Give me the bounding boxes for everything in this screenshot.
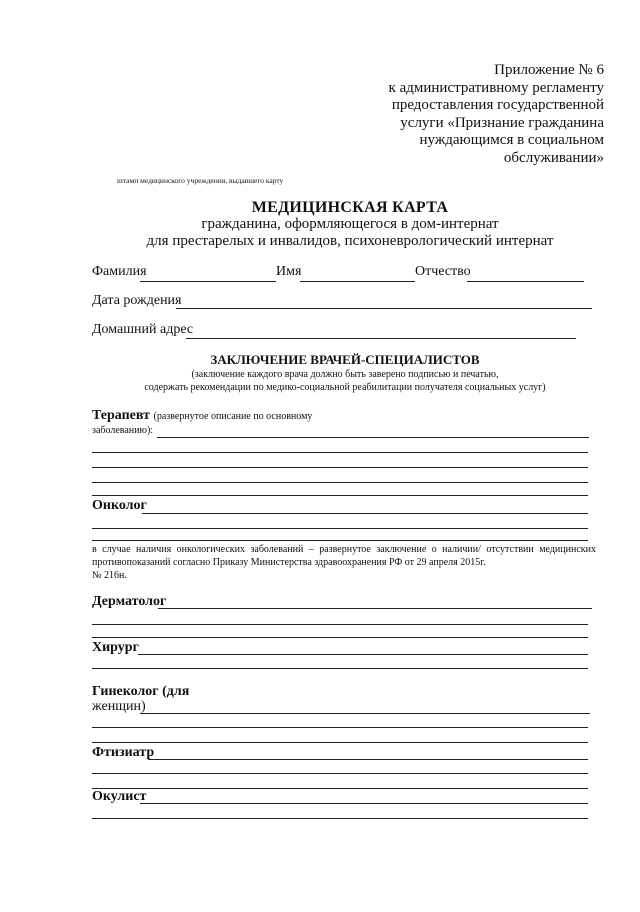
appendix-line: нуждающимся в социальном bbox=[419, 132, 604, 148]
phthisiatrician-field[interactable] bbox=[148, 759, 588, 760]
oncologist-note-end: № 216н. bbox=[92, 570, 127, 581]
address-field[interactable] bbox=[186, 338, 576, 339]
therapist-note-cont: заболеванию): bbox=[92, 425, 154, 436]
appendix-line: услуги «Признание гражданина bbox=[400, 114, 604, 131]
surname-label: Фамилия bbox=[92, 264, 147, 279]
section-note bbox=[90, 368, 600, 394]
stamp-note: штамп медицинского учреждения, выдавшего карту bbox=[117, 176, 284, 185]
name-label: Имя bbox=[276, 264, 302, 279]
therapist-field-line[interactable] bbox=[92, 467, 588, 468]
gynecologist-field-line[interactable] bbox=[92, 742, 588, 743]
patronymic-label: Отчество bbox=[415, 264, 471, 279]
dermatologist-field[interactable] bbox=[158, 608, 592, 609]
surgeon-field[interactable] bbox=[138, 654, 588, 655]
oncologist-field[interactable] bbox=[142, 513, 588, 514]
gynecologist-label: Гинеколог (для bbox=[92, 684, 190, 699]
surname-field[interactable] bbox=[140, 281, 276, 282]
oculist-label: Окулист bbox=[92, 789, 147, 804]
oncologist-note-text: в случае наличия онкологических заболеваний – развернутое заключение о наличии/ отсутствии медицинских противопоказаний согласно Приказу Министерства здравоохранения РФ от 29 апреля 2015г. bbox=[92, 544, 596, 568]
therapist-title: Терапевт bbox=[92, 408, 150, 423]
oncologist-note bbox=[92, 543, 596, 582]
dermatologist-field-line[interactable] bbox=[92, 637, 588, 638]
therapist-field-line[interactable] bbox=[92, 495, 588, 496]
appendix-line: обслуживании» bbox=[503, 149, 604, 166]
therapist-note: (развернутое описание по основному bbox=[153, 411, 313, 422]
name-field[interactable] bbox=[300, 281, 415, 282]
appendix-header bbox=[304, 62, 604, 167]
gynecologist-field[interactable] bbox=[140, 713, 590, 714]
oncologist-field-line[interactable] bbox=[92, 540, 588, 541]
appendix-line: предоставления государственной bbox=[391, 97, 604, 113]
dermatologist-field-line[interactable] bbox=[92, 624, 588, 625]
appendix-line: к административному регламенту bbox=[388, 79, 604, 96]
surgeon-field-line[interactable] bbox=[92, 668, 588, 669]
birth-date-field[interactable] bbox=[176, 308, 592, 309]
patronymic-field[interactable] bbox=[467, 281, 584, 282]
address-label: Домашний адрес bbox=[92, 322, 194, 337]
section-title: ЗАКЛЮЧЕНИЕ ВРАЧЕЙ-СПЕЦИАЛИСТОВ bbox=[210, 352, 480, 367]
surgeon-label: Хирург bbox=[92, 640, 139, 655]
document-subtitle: гражданина, оформляющегося в дом-интернат bbox=[201, 216, 499, 232]
appendix-line: Приложение № 6 bbox=[494, 62, 604, 78]
therapist-field[interactable] bbox=[157, 437, 589, 438]
oncologist-field-line[interactable] bbox=[92, 528, 588, 529]
document-title: МЕДИЦИНСКАЯ КАРТА bbox=[251, 199, 449, 216]
oncologist-label: Онколог bbox=[92, 498, 147, 513]
gynecologist-field-line[interactable] bbox=[92, 727, 588, 728]
dermatologist-label: Дерматолог bbox=[92, 594, 167, 609]
phthisiatrician-label: Фтизиатр bbox=[92, 745, 155, 760]
therapist-field-line[interactable] bbox=[92, 452, 588, 453]
birth-date-label: Дата рождения bbox=[92, 293, 182, 308]
section-note-line: (заключение каждого врача должно быть заверено подписью и печатью, bbox=[191, 369, 499, 380]
oculist-field[interactable] bbox=[140, 803, 588, 804]
phthisiatrician-field-line[interactable] bbox=[92, 773, 588, 774]
gynecologist-label-cont: женщин) bbox=[92, 699, 146, 714]
phthisiatrician-field-line[interactable] bbox=[92, 788, 588, 789]
document-subtitle: для престарелых и инвалидов, психоневрологический интернат bbox=[146, 233, 554, 249]
therapist-label bbox=[92, 408, 312, 424]
section-note-line: содержать рекомендации по медико-социальной реабилитации получателя социальных услуг) bbox=[144, 382, 546, 393]
therapist-field-line[interactable] bbox=[92, 482, 588, 483]
oculist-field-line[interactable] bbox=[92, 818, 588, 819]
